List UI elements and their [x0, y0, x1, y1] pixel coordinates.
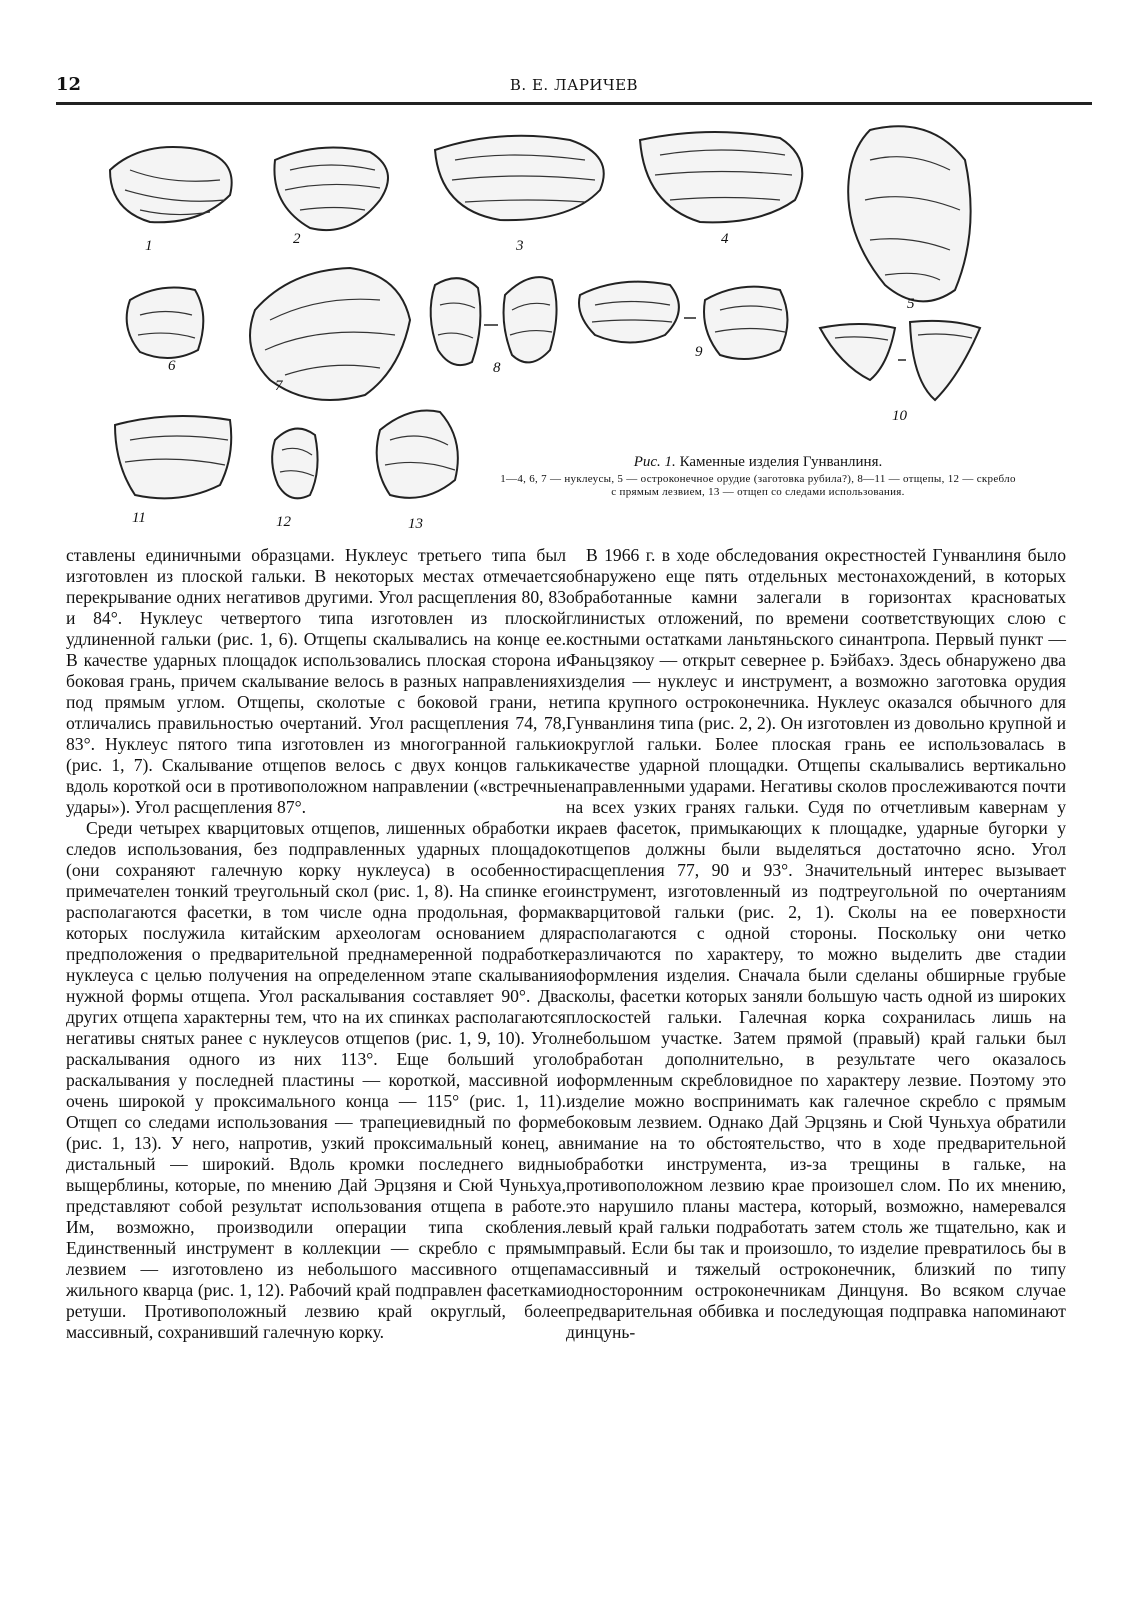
- artifact-10b-drawing: [910, 321, 980, 400]
- figure-label-13: 13: [408, 516, 423, 530]
- figure-label-9: 9: [695, 344, 703, 360]
- figure-label-11: 11: [132, 510, 146, 526]
- figure-label-2: 2: [293, 231, 301, 247]
- artifact-5-drawing: [848, 126, 970, 301]
- right-column: [566, 545, 1066, 1343]
- page-header: [56, 74, 1092, 100]
- caption-prefix: Рис. 1.: [633, 454, 676, 470]
- artifact-9b-drawing: [704, 287, 788, 359]
- figure-label-5: 5: [907, 296, 915, 312]
- figure-label-1: 1: [145, 238, 153, 254]
- figure-label-10: 10: [892, 408, 907, 424]
- page-number: 12: [56, 74, 82, 95]
- figure-label-7: 7: [275, 378, 283, 394]
- right-paragraph-1: В 1966 г. в ходе обследования окрестностей Гунванлиня было обнаружено еще пять отдельных местонахождений, в которых обработанные камни залегали в горизонтах красноватых глинистых отложений, по времени соответствующих слою с костными остатками ланьтяньского синантропа. Первый пункт — Фаньцзякоу — открыт севернее р. Бэйбахэ. Здесь обнаружено два изделия — нуклеус и инструмент, а возможно заготовка орудия типа крупного остроконечника. Нуклеус оказался обычного для Гунванлиня типа (рис. 2, 2). Он изготовлен из довольно крупной и округлой гальки. Более плоская грань ее использовалась в качестве ударной площадки. Отщепы скалывались вертикально направленными ударами. Негативы сколов прослеживаются почти на всех узких гранях гальки. Судя по отчетливым кавернам у краев фасеток, примыкающих к площадке, ударные бугорки у отщепов должны были выделяться достаточно ясно. Угол расщепления 77, 90 и 93°. Значительный интерес вызывает инструмент, изготовленный из подтреугольной по очертаниям кварцитовой гальки (рис. 2, 1). Сколы на ее поверхности располагаются с одной стороны. Поскольку они четко различаются по характеру, то можно выделить две стадии оформления изделия. Сначала были сделаны обширные грубые сколы, фасетки которых заняли большую часть одной из широких плоскостей гальки. Галечная корка сохранилась лишь на небольшом участке. Затем прямой (правый) край гальки был обработан дополнительно, в результате чего оказалось оформленным скребловидное по характеру лезвие. Поэтому это изделие можно воспринимать как галечное скребло с прямым боковым лезвием. Однако Дай Эрцзянь и Сюй Чуньхуа обратили внимание на то обстоятельство, что в ходе предварительной обработки инструмента, из-за трещины в гальке, на противоположном лезвию крае произошел слом. По их мнению, это нарушило планы мастера, который, возможно, намеревался левый край гальки подработать затем столь же тщательно, как и правый. Если бы так и произошло, то изделие превратилось бы в массивный и тяжелый остроконечник, близкий по типу односторонним остроконечникам Динцуня. Во всяком случае предварительная оббивка и последующая подправка напоминают динцунь-: [566, 545, 1066, 1342]
- figure-label-12: 12: [276, 514, 291, 530]
- header-rule: [56, 102, 1092, 105]
- figure-label-6: 6: [168, 358, 176, 374]
- figure-caption: [498, 454, 1018, 499]
- caption-title-text: Каменные изделия Гунванлиня.: [679, 454, 883, 470]
- figure-label-3: 3: [516, 238, 524, 254]
- artifact-6-drawing: [127, 288, 204, 358]
- artifact-8b-drawing: [504, 277, 557, 362]
- artifact-8a-drawing: [431, 278, 481, 365]
- artifact-9a-drawing: [579, 282, 679, 343]
- artifact-12-drawing: [272, 429, 317, 499]
- figure-label-4: 4: [721, 231, 729, 247]
- running-head: В. Е. ЛАРИЧЕВ: [509, 76, 639, 94]
- caption-title: [498, 454, 1018, 471]
- artifact-13-drawing: [377, 410, 458, 497]
- artifact-4-drawing: [640, 132, 802, 222]
- figure-label-8: 8: [493, 360, 501, 376]
- left-paragraph-1: ставлены единичными образцами. Нуклеус третьего типа был изготовлен из плоской гальки. В некоторых местах отмечается перекрывание одних негативов другими. Угол расщепления 80, 83 и 84°. Нуклеус четвертого типа изготовлен из плоской удлиненной гальки (рис. 1, 6). Отщепы скалывались на конце ее. В качестве ударных площадок использовались плоская сторона и боковая грань, причем скалывание велось в разных направлениях под прямым углом. Отщепы, сколотые с боковой грани, не отличались правильностью очертаний. Угол расщепления 74, 78, 83°. Нуклеус пятого типа изготовлен из многогранной гальки (рис. 1, 7). Скалывание отщепов велось с двух концов гальки вдоль короткой оси в противоположном направлении («встречные удары»). Угол расщепления 87°.: [66, 545, 566, 817]
- artifact-11-drawing: [115, 416, 231, 498]
- artifact-1-drawing: [110, 147, 232, 222]
- left-column: [66, 545, 566, 1343]
- caption-legend: 1—4, 6, 7 — нуклеусы, 5 — остроконечное орудие (заготовка рубила?), 8—11 — отщепы, 12 — скребло с прямым лезвием, 13 — отщеп со следами использования.: [500, 473, 1016, 498]
- artifact-10a-drawing: [820, 324, 895, 380]
- left-paragraph-2: Среди четырех кварцитовых отщепов, лишенных обработки и следов использования, без подправленных ударных площадок (они сохраняют галечную корку нуклеуса) в особенности примечателен тонкий треугольный скол (рис. 1, 8). На спинке его располагаются фасетки, в том числе одна продольная, форма которых послужила китайским археологам основанием для предположения о предварительной преднамеренной подработке нуклеуса с целью получения на определенном этапе скалывания нужной формы отщепа. Угол раскалывания составляет 90°. Два других отщепа характерны тем, что на их спинках располагаются негативы снятых ранее с нуклеусов отщепов (рис. 1, 9, 10). Угол раскалывания одного из них 113°. Еще больший угол раскалывания у последней пластины — короткой, массивной и очень широкой у проксимального конца — 115° (рис. 1, 11). Отщеп со следами использования — трапециевидный по форме (рис. 1, 13). У него, напротив, узкий проксимальный конец, а дистальный — широкий. Вдоль кромки последнего видны выщерблины, которые, по мнению Дай Эрцзяня и Сюй Чуньхуа, представляют собой результат использования отщепа в работе. Им, возможно, производили операции типа скобления. Единственный инструмент в коллекции — скребло с прямым лезвием — изготовлено из небольшого массивного отщепа жильного кварца (рис. 1, 12). Рабочий край подправлен фасетками ретуши. Противоположный лезвию край округлый, более массивный, сохранивший галечную корку.: [66, 818, 566, 1342]
